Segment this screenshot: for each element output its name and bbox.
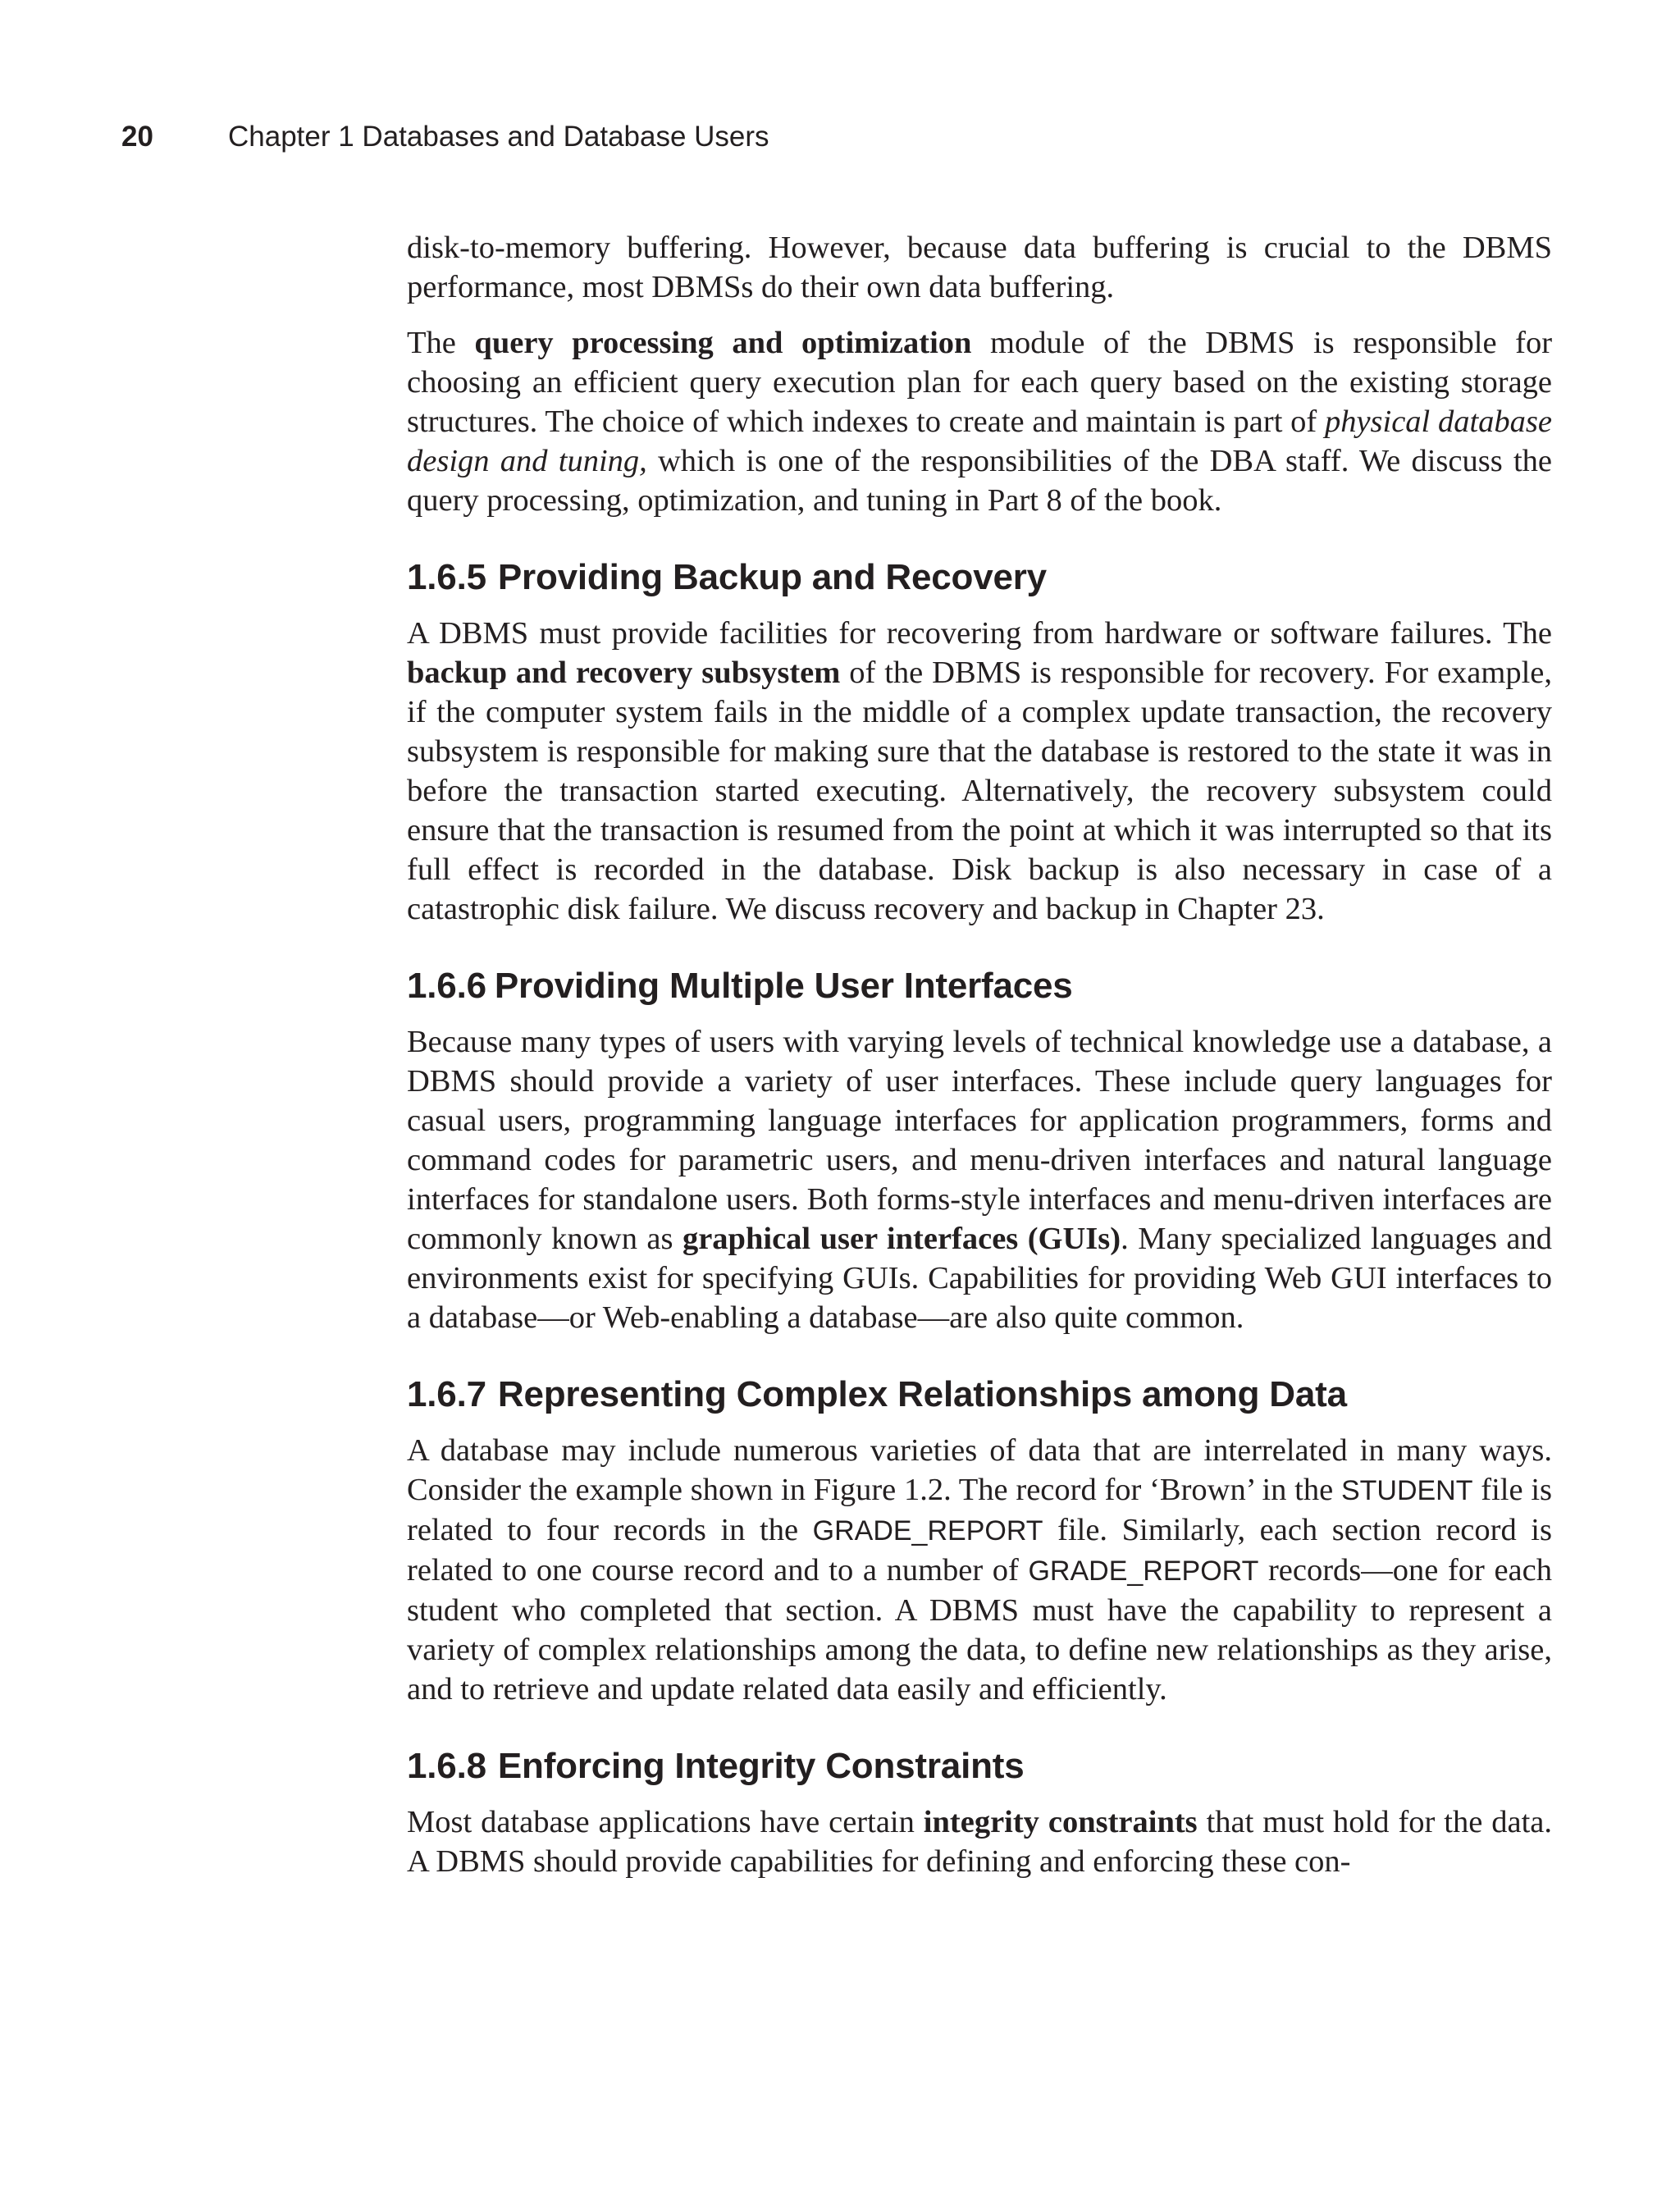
section-title: Providing Backup and Recovery <box>497 557 1047 597</box>
paragraph-complex-relationships <box>407 1431 1552 1709</box>
text-run: A database may include numerous varieties of data that are interrelated in many ways. Consider the example shown in Figure 1.2. The record for ‘Brown’ in the <box>407 1433 1552 1507</box>
term-integrity-constraints: integrity constraints <box>923 1805 1198 1839</box>
section-heading-1-6-6 <box>407 965 1552 1007</box>
text-run: Because many types of users with varying levels of technical knowledge use a database, a DBMS should provide a variety of user interfaces. These include query languages for casual users, programming language interfaces for application programmers, forms and command codes for parametric users, and menu-driven interfaces and natural language interfaces for standalone users. Both forms-style interfaces and menu-driven interfaces are commonly known as <box>407 1025 1552 1256</box>
term-physical-design: physical database design and tuning, <box>407 404 1552 478</box>
text-run: module of the DBMS is responsible for choosing an efficient query execution plan for each query based on the existing storage structures. The choice of which indexes to create and maintain is part of <box>407 326 1553 439</box>
paragraph-buffering: disk-to-memory buffering. However, because data buffering is crucial to the DBMS performance, most DBMSs do their own data buffering. <box>407 231 1552 304</box>
section-title: Providing Multiple User Interfaces <box>494 966 1073 1006</box>
paragraph-backup-recovery <box>407 614 1552 929</box>
file-name-grade-report: GRADE_REPORT <box>1028 1556 1259 1587</box>
paragraph-user-interfaces <box>407 1022 1552 1337</box>
text-run: of the DBMS is responsible for recovery. For example, if the computer system fails in the middle of a complex update transaction, the recovery subsystem is responsible for making sure that the database is restored to the state it was in before the transaction started executing. Alternatively, the recovery subsystem could ensure that the transaction is resumed from the point at which it was interrupted so that its full effect is recorded in the database. Disk backup is also necessary in case of a catastrophic disk failure. We discuss recovery and backup in Chapter 23. <box>407 656 1552 926</box>
text-run: that must hold for the data. A DBMS should provide capabilities for defining and enforcing these con- <box>407 1805 1552 1879</box>
text-run: . Many specialized languages and environments exist for specifying GUIs. Capabilities for providing Web GUI interfaces to a database—or Web-enabling a database—are also quite common. <box>407 1222 1552 1335</box>
term-query-processing: query processing and optimization <box>474 326 972 360</box>
file-name-student: STUDENT <box>1340 1475 1473 1506</box>
text-run: which is one of the responsibilities of the DBA staff. We discuss the query processing, optimization, and tuning in Part 8 of the book. <box>407 444 1552 518</box>
text-run: file is related to four records in the <box>407 1473 1553 1547</box>
paragraph-integrity-constraints <box>407 1802 1552 1881</box>
running-head <box>121 119 769 155</box>
file-name-grade-report: GRADE_REPORT <box>812 1515 1043 1546</box>
text-run: The <box>407 326 475 360</box>
text-run: file. Similarly, each section record is related to one course record and to a number of <box>407 1513 1552 1588</box>
text-run: records—one for each student who completed that section. A DBMS must have the capability to represent a variety of complex relationships among the data, to define new relationships as they arise, and to retrieve and update related data easily and efficiently. <box>407 1553 1552 1706</box>
section-number: 1.6.8 <box>407 1746 486 1786</box>
section-heading-1-6-5 <box>407 556 1552 599</box>
term-gui: graphical user interfaces (GUIs) <box>682 1222 1121 1256</box>
section-number: 1.6.7 <box>407 1374 486 1414</box>
paragraph-query-processing <box>407 323 1552 520</box>
term-backup-recovery: backup and recovery subsystem <box>407 656 841 690</box>
section-heading-1-6-7 <box>407 1373 1552 1416</box>
section-number: 1.6.6 <box>407 966 486 1006</box>
page-body <box>407 228 1552 1898</box>
section-number: 1.6.5 <box>407 557 486 597</box>
section-title: Representing Complex Relationships among Data <box>497 1374 1347 1414</box>
chapter-title: Chapter 1 Databases and Database Users <box>228 121 769 153</box>
page-number: 20 <box>121 121 153 153</box>
section-title: Enforcing Integrity Constraints <box>497 1746 1025 1786</box>
text-run: A DBMS must provide facilities for recovering from hardware or software failures. The <box>407 616 1552 651</box>
text-run: Most database applications have certain <box>407 1805 924 1839</box>
section-heading-1-6-8 <box>407 1745 1552 1788</box>
